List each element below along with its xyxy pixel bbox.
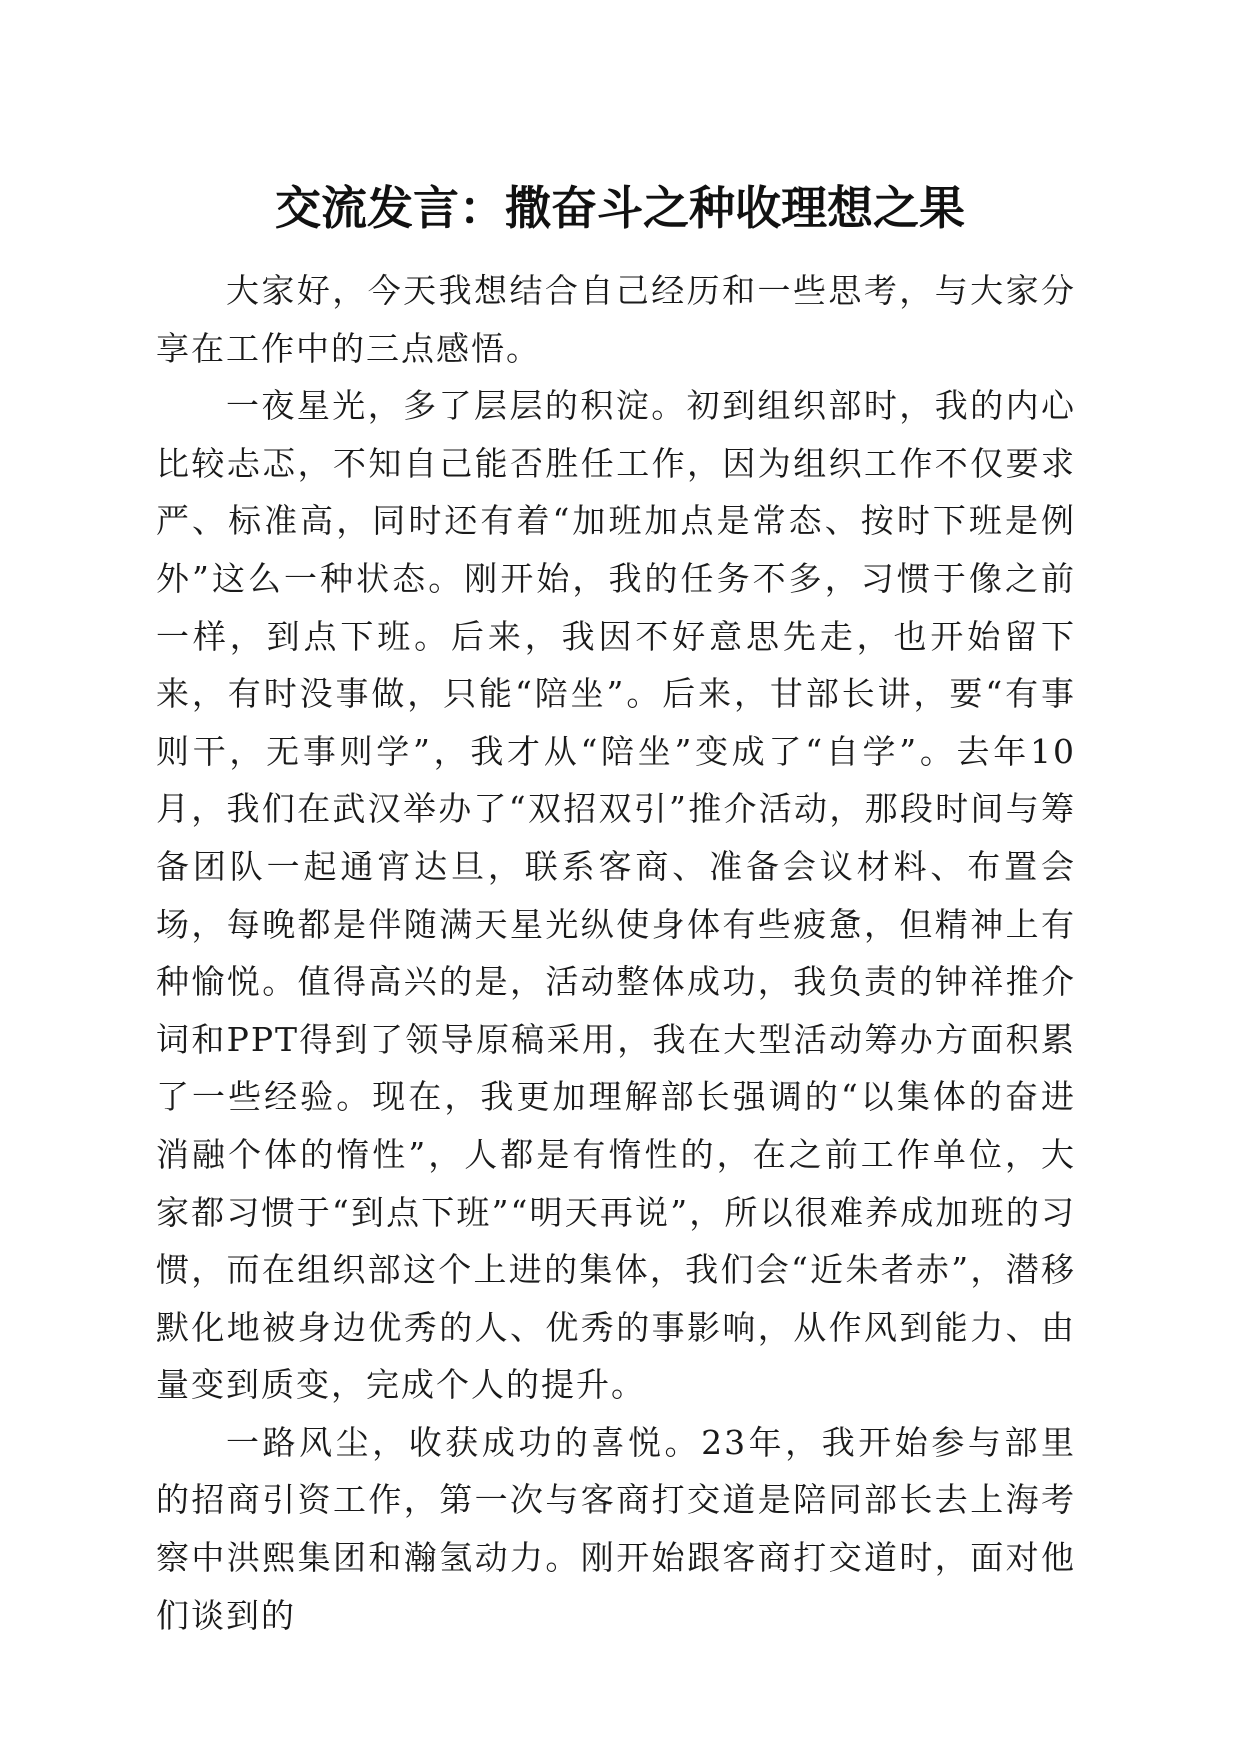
document-body — [156, 262, 1076, 1644]
paragraph-intro: 大家好，今天我想结合自己经历和一些思考，与大家分享在工作中的三点感悟。 — [156, 271, 1076, 368]
paragraph-journey: 一路风尘，收获成功的喜悦。23年，我开始参与部里的招商引资工作，第一次与客商打交道是陪同部长去上海考察中洪熙集团和瀚氢动力。刚开始跟客商打交道时，面对他们谈到的 — [156, 1422, 1076, 1635]
paragraph-starlight: 一夜星光，多了层层的积淀。初到组织部时，我的内心比较忐忑，不知自己能否胜任工作，因为组织工作不仅要求严、标准高，同时还有着“加班加点是常态、按时下班是例外”这么一种状态。刚开始，我的任务不多，习惯于像之前一样，到点下班。后来，我因不好意思先走，也开始留下来，有时没事做，只能“陪坐”。后来，甘部长讲，要“有事则干，无事则学”，我才从“陪坐”变成了“自学”。去年10月，我们在武汉举办了“双招双引”推介活动，那段时间与筹备团队一起通宵达旦，联系客商、准备会议材料、布置会场，每晚都是伴随满天星光纵使身体有些疲惫，但精神上有种愉悦。值得高兴的是，活动整体成功，我负责的钟祥推介词和PPT得到了领导原稿采用，我在大型活动筹办方面积累了一些经验。现在，我更加理解部长强调的“以集体的奋进消融个体的惰性”，人都是有惰性的，在之前工作单位，大家都习惯于“到点下班”“明天再说”，所以很难养成加班的习惯，而在组织部这个上进的集体，我们会“近朱者赤”，潜移默化地被身边优秀的人、优秀的事影响，从作风到能力、由量变到质变，完成个人的提升。 — [156, 386, 1076, 1405]
document-title: 交流发言：撒奋斗之种收理想之果 — [275, 181, 965, 235]
